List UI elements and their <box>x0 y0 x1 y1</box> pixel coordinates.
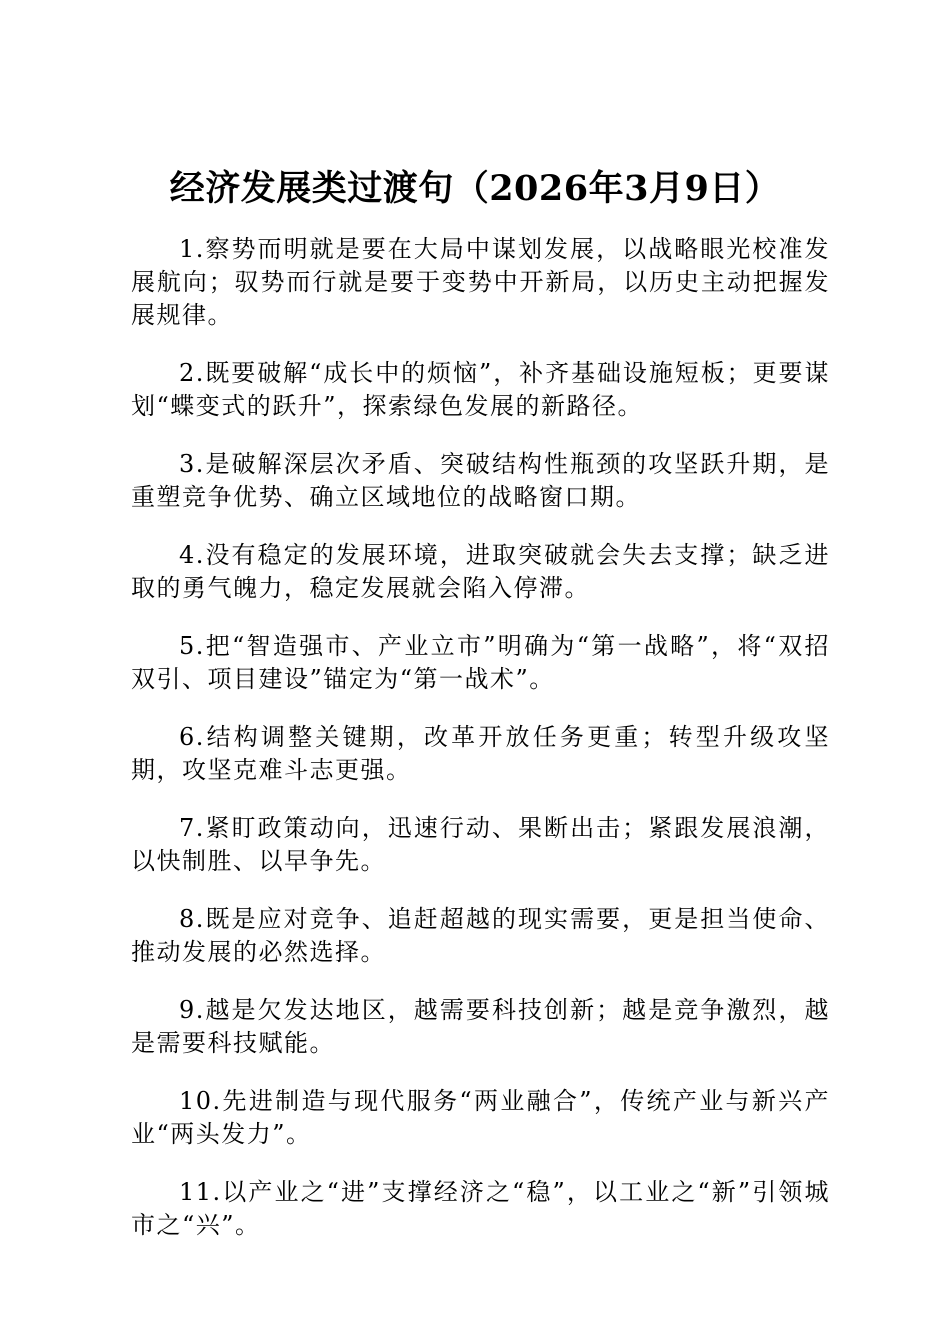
list-item: 5.把“智造强市、产业立市”明确为“第一战略”，将“双招双引、项目建设”锚定为“第一战术”。 <box>131 632 830 693</box>
document-title: 经济发展类过渡句（2026年3月9日） <box>169 168 781 209</box>
list-item: 2.既要破解“成长中的烦恼”，补齐基础设施短板；更要谋划“蝶变式的跃升”，探索绿色发展的新路径。 <box>131 359 830 420</box>
list-item: 9.越是欠发达地区，越需要科技创新；越是竞争激烈，越是需要科技赋能。 <box>131 996 830 1057</box>
list-item: 10.先进制造与现代服务“两业融合”，传统产业与新兴产业“两头发力”。 <box>131 1087 830 1148</box>
list-item: 3.是破解深层次矛盾、突破结构性瓶颈的攻坚跃升期，是重塑竞争优势、确立区域地位的战略窗口期。 <box>131 450 830 511</box>
list-item: 8.既是应对竞争、追赶超越的现实需要，更是担当使命、推动发展的必然选择。 <box>131 905 830 966</box>
list-item: 1.察势而明就是要在大局中谋划发展，以战略眼光校准发展航向；驭势而行就是要于变势中开新局，以历史主动把握发展规律。 <box>131 235 830 329</box>
list-item: 7.紧盯政策动向，迅速行动、果断出击；紧跟发展浪潮，以快制胜、以早争先。 <box>131 814 830 875</box>
sentence-list <box>131 233 830 1267</box>
list-item: 6.结构调整关键期，改革开放任务更重；转型升级攻坚期，攻坚克难斗志更强。 <box>131 723 830 784</box>
list-item: 11.以产业之“进”支撑经济之“稳”，以工业之“新”引领城市之“兴”。 <box>131 1178 830 1239</box>
list-item: 4.没有稳定的发展环境，进取突破就会失去支撑；缺乏进取的勇气魄力，稳定发展就会陷入停滞。 <box>131 541 830 602</box>
